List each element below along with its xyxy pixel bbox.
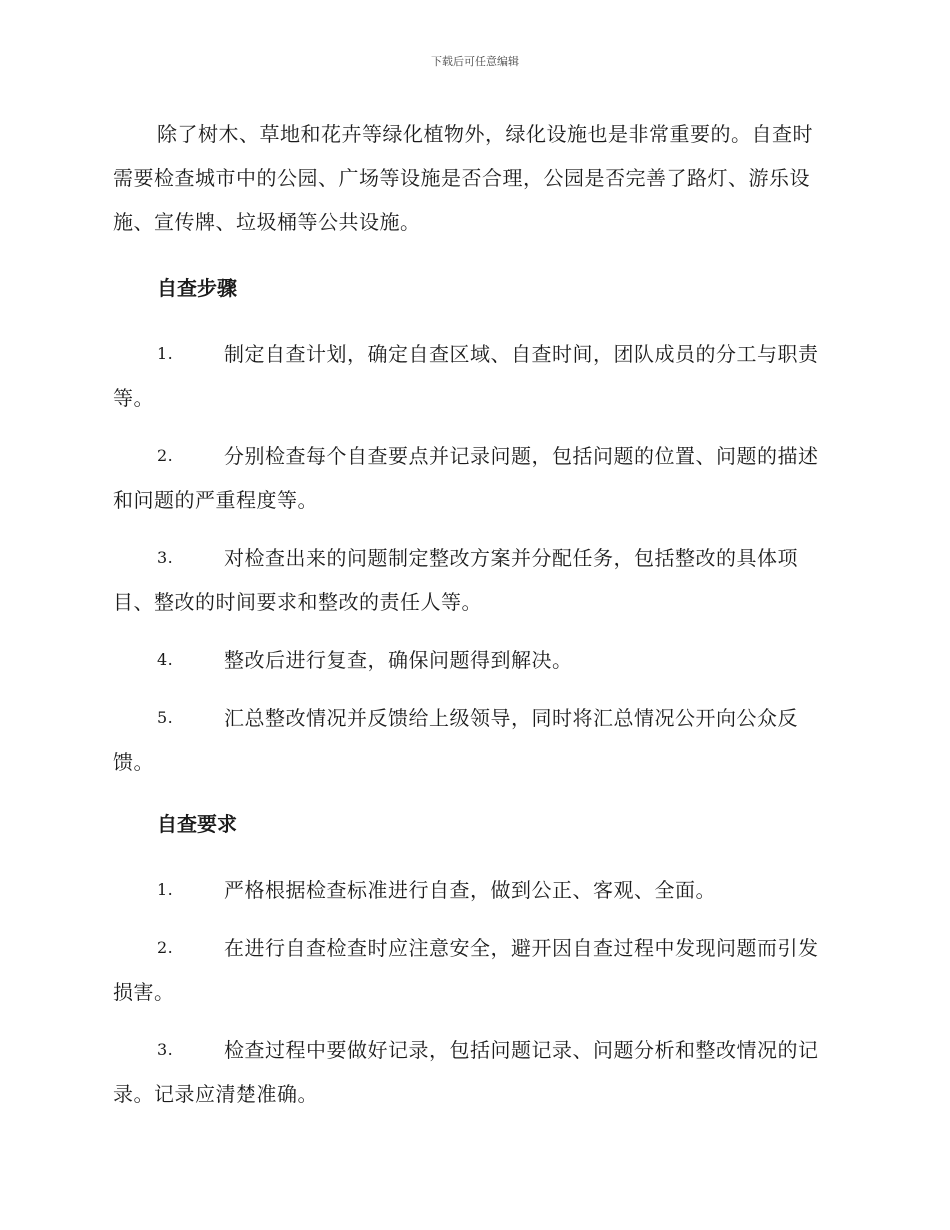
list-item-number: 2.: [157, 446, 174, 465]
list-item-number: 3.: [157, 548, 174, 567]
list-item: [113, 434, 833, 522]
list-item: [113, 332, 833, 420]
intro-paragraph: 除了树木、草地和花卉等绿化植物外，绿化设施也是非常重要的。自查时需要检查城市中的公园、广场等设施是否合理，公园是否完善了路灯、游乐设施、宣传牌、垃圾桶等公共设施。: [113, 122, 813, 234]
list-item: [113, 926, 833, 1014]
list-item: [113, 1028, 833, 1116]
list-item-text: 汇总整改情况并反馈给上级领导，同时将汇总情况公开向公众反馈。: [113, 706, 798, 774]
list-item-number: 4.: [157, 650, 174, 669]
list-item: [113, 638, 833, 682]
list-item: [113, 536, 833, 624]
page-header: 下载后可任意编辑: [431, 55, 519, 68]
list-item-number: 1.: [157, 344, 174, 363]
list-item-text: 在进行自查检查时应注意安全，避开因自查过程中发现问题而引发损害。: [113, 936, 819, 1004]
list-item-number: 2.: [157, 938, 174, 957]
list-item: [113, 868, 833, 912]
document-body: [113, 112, 833, 1116]
section-heading-requirements: 自查要求: [157, 812, 237, 836]
list-item-number: 1.: [157, 880, 174, 899]
list-item-number: 3.: [157, 1040, 174, 1059]
list-item-text: 检查过程中要做好记录，包括问题记录、问题分析和整改情况的记录。记录应清楚准确。: [113, 1038, 819, 1106]
requirements-list: [113, 868, 833, 1116]
steps-list: [113, 332, 833, 784]
list-item-text: 分别检查每个自查要点并记录问题，包括问题的位置、问题的描述和问题的严重程度等。: [113, 444, 819, 512]
list-item: [113, 696, 833, 784]
list-item-text: 整改后进行复查，确保问题得到解决。: [224, 648, 573, 672]
list-item-text: 严格根据检查标准进行自查，做到公正、客观、全面。: [224, 878, 716, 902]
section-heading-steps: 自查步骤: [157, 276, 237, 300]
list-item-text: 对检查出来的问题制定整改方案并分配任务，包括整改的具体项目、整改的时间要求和整改的责任人等。: [113, 546, 798, 614]
list-item-number: 5.: [157, 708, 174, 727]
list-item-text: 制定自查计划，确定自查区域、自查时间，团队成员的分工与职责等。: [113, 342, 819, 410]
